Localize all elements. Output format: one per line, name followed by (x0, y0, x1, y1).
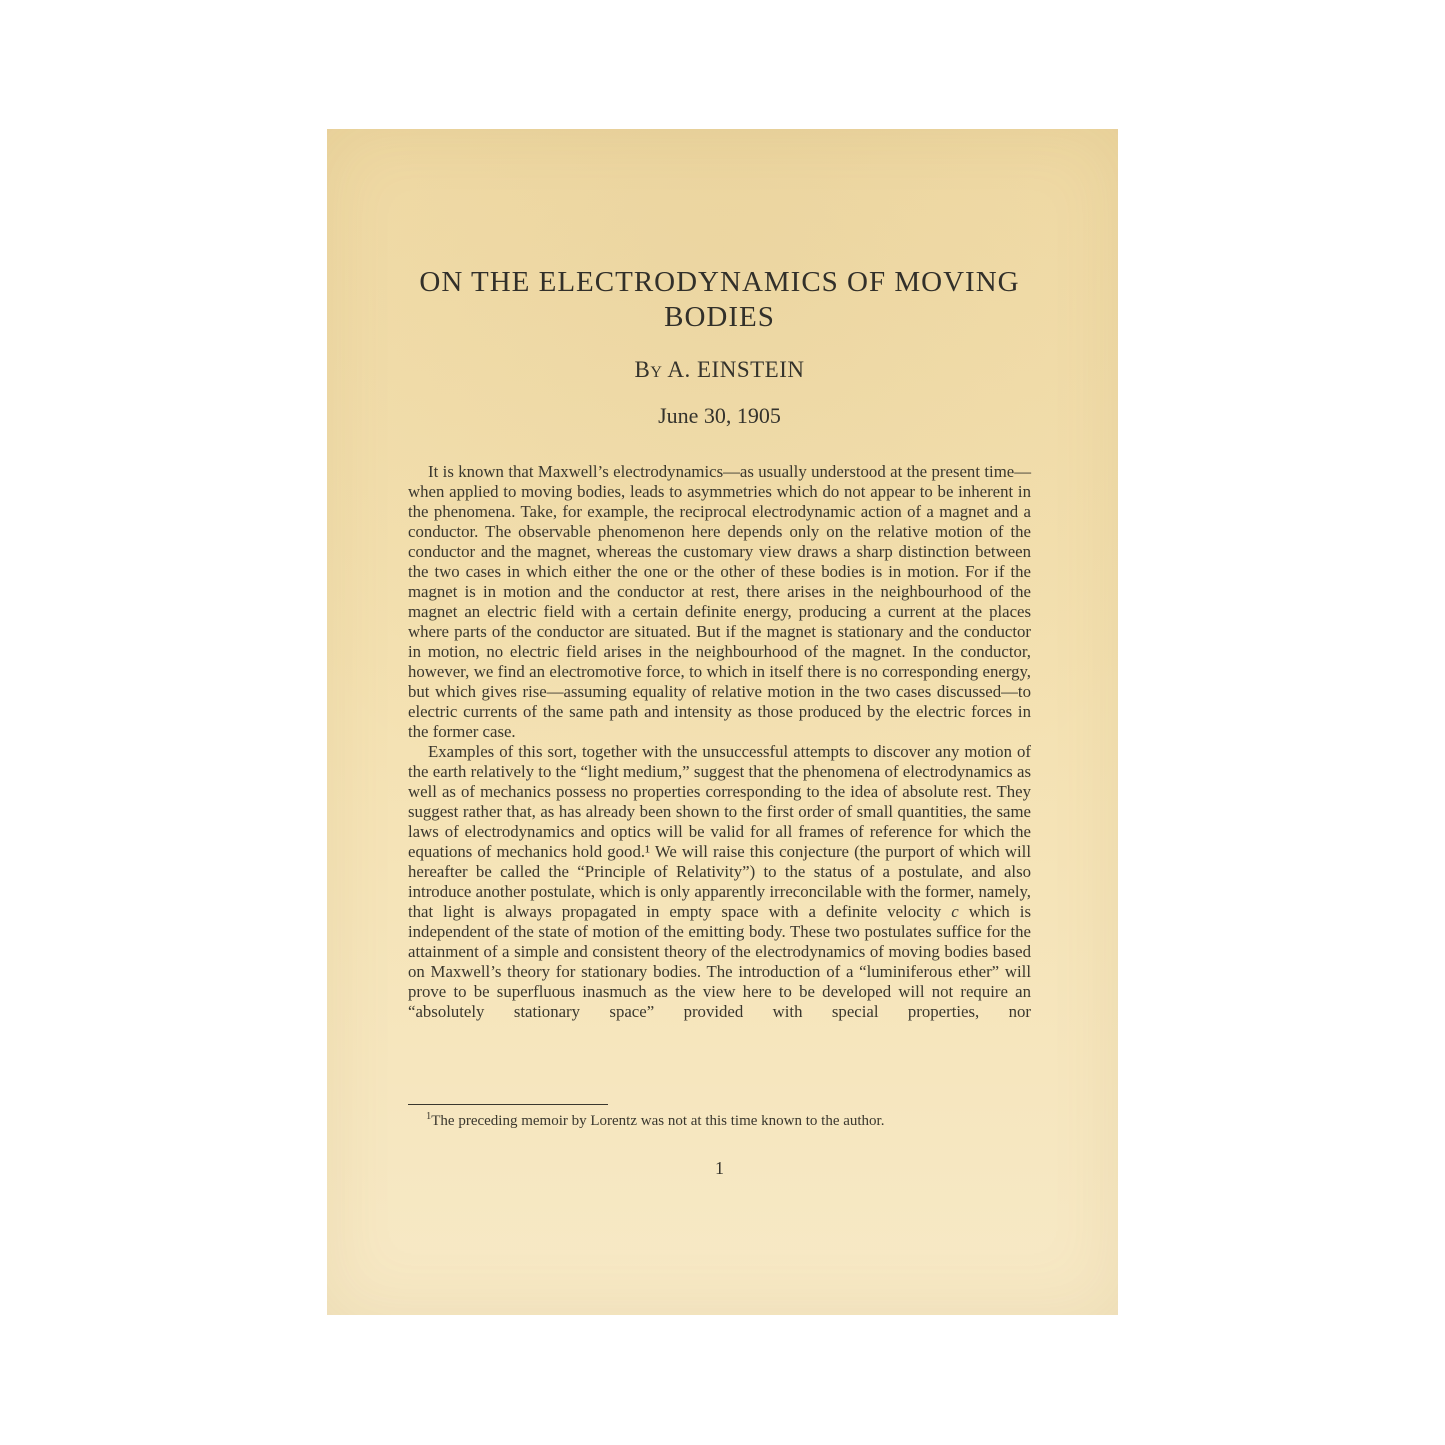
footnote-text: The preceding memoir by Lorentz was not at this time known to the author. (431, 1113, 885, 1129)
author-line: By A. EINSTEIN (634, 357, 805, 382)
paragraph-1: It is known that Maxwell’s electrodynamics—as usually understood at the present time—when applied to moving bodies, leads to asymmetries which do not appear to be inherent in the phenomena. Take, for example, the reciprocal electrodynamic action of a magnet and a conductor. The observable phenomenon here depends only on the relative motion of the conductor and the magnet, whereas the customary view draws a sharp distinction between the two cases in which either the one or the other of these bodies is in motion. For if the magnet is in motion and the conductor at rest, there arises in the neighbourhood of the magnet an electric field with a certain definite energy, producing a current at the places where parts of the conductor are situated. But if the magnet is stationary and the conductor in motion, no electric field arises in the neighbourhood of the magnet. In the conductor, however, we find an electromotive force, to which in itself there is no corresponding energy, but which gives rise—assuming equality of relative motion in the two cases discussed—to electric currents of the same path and intensity as those produced by the electric forces in the former case. (408, 462, 1031, 741)
footnote-marker: 1 (426, 1111, 432, 1122)
footnote (408, 1112, 1031, 1131)
date-line: June 30, 1905 (658, 403, 781, 428)
article-body (408, 462, 1031, 1022)
paper-page (327, 129, 1118, 1315)
paragraph-2: Examples of this sort, together with the unsuccessful attempts to discover any motion of the earth relatively to the “light medium,” suggest that the phenomena of electrodynamics as well as of mechanics possess no properties corresponding to the idea of absolute rest. They suggest rather that, as has already been shown to the first order of small quantities, the same laws of electrodynamics and optics will be valid for all frames of reference for which the equations of mechanics hold good.¹ We will raise this conjecture (the purport of which will hereafter be called the “Principle of Relativity”) to the status of a postulate, and also introduce another postulate, which is only apparently irreconcilable with the former, namely, that light is always propagated in empty space with a definite velocity c which is independent of the state of motion of the emitting body. These two postulates suffice for the attainment of a simple and consistent theory of the electrodynamics of moving bodies based on Maxwell’s theory for stationary bodies. The introduction of a “luminiferous ether” will prove to be superfluous inasmuch as the view here to be developed will not require an “absolutely stationary space” provided with special properties, nor (408, 742, 1031, 1021)
page-number: 1 (715, 1158, 724, 1178)
paper-title: ON THE ELECTRODYNAMICS OF MOVING BODIES (419, 266, 1020, 333)
footnote-rule (408, 1104, 608, 1105)
